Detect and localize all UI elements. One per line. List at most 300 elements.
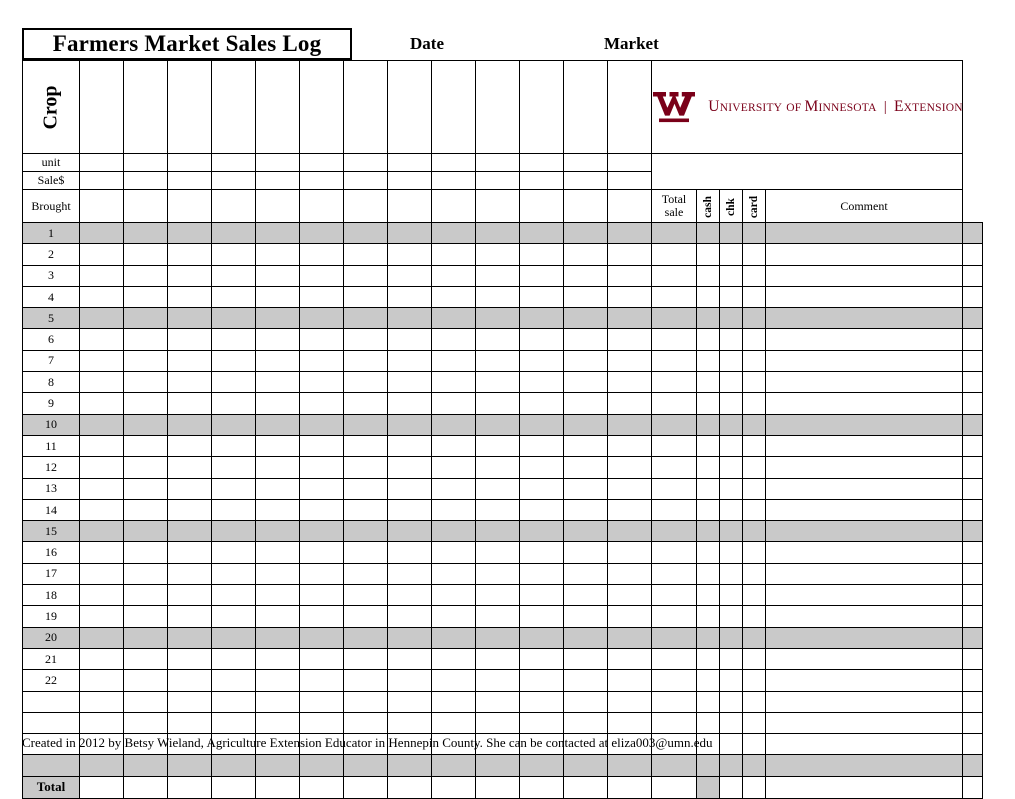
total-card-cell[interactable]	[766, 776, 963, 798]
crop-sale-cell[interactable]	[168, 499, 212, 520]
unit-entry-cell[interactable]	[564, 154, 608, 172]
crop-sale-cell[interactable]	[80, 670, 124, 691]
crop-sale-cell[interactable]	[212, 372, 256, 393]
crop-sale-cell[interactable]	[564, 712, 608, 733]
crop-sale-cell[interactable]	[564, 542, 608, 563]
brought-entry-cell[interactable]	[256, 190, 300, 223]
crop-sale-cell[interactable]	[476, 606, 520, 627]
crop-sale-cell[interactable]	[564, 521, 608, 542]
crop-sale-cell[interactable]	[432, 329, 476, 350]
crop-sale-cell[interactable]	[80, 457, 124, 478]
comment-cell[interactable]	[963, 244, 983, 265]
cash-cell[interactable]	[720, 435, 743, 456]
chk-cell[interactable]	[743, 435, 766, 456]
crop-sale-cell[interactable]	[564, 563, 608, 584]
sale-entry-cell[interactable]	[520, 172, 564, 190]
crop-sale-cell[interactable]	[212, 435, 256, 456]
crop-sale-cell[interactable]	[256, 286, 300, 307]
crop-sale-cell[interactable]	[80, 606, 124, 627]
crop-sale-cell[interactable]	[652, 393, 697, 414]
crop-sale-cell[interactable]	[168, 670, 212, 691]
crop-sale-cell[interactable]	[432, 308, 476, 329]
crop-sale-cell[interactable]	[388, 563, 432, 584]
crop-entry-cell[interactable]	[80, 61, 124, 154]
crop-sale-cell[interactable]	[520, 585, 564, 606]
crop-sale-cell[interactable]	[80, 265, 124, 286]
crop-sale-cell[interactable]	[520, 244, 564, 265]
sale-entry-cell[interactable]	[476, 172, 520, 190]
cash-cell[interactable]	[720, 350, 743, 371]
chk-cell[interactable]	[743, 286, 766, 307]
crop-sale-cell[interactable]	[344, 585, 388, 606]
total-sale-cell[interactable]	[697, 712, 720, 733]
crop-sale-cell[interactable]	[80, 712, 124, 733]
unit-entry-cell[interactable]	[476, 154, 520, 172]
total-sale-cell[interactable]	[697, 691, 720, 712]
crop-sale-cell[interactable]	[520, 648, 564, 669]
crop-sale-cell[interactable]	[608, 648, 652, 669]
crop-sale-cell[interactable]	[608, 563, 652, 584]
comment-cell[interactable]	[963, 648, 983, 669]
crop-sale-cell[interactable]	[520, 393, 564, 414]
crop-sale-cell[interactable]	[344, 499, 388, 520]
crop-sale-cell[interactable]	[476, 265, 520, 286]
comment-cell[interactable]	[963, 499, 983, 520]
crop-sale-cell[interactable]	[520, 670, 564, 691]
crop-sale-cell[interactable]	[168, 350, 212, 371]
brought-entry-cell[interactable]	[564, 190, 608, 223]
crop-sale-cell[interactable]	[520, 414, 564, 435]
crop-sale-cell[interactable]	[344, 223, 388, 244]
crop-sale-cell[interactable]	[608, 499, 652, 520]
cash-cell[interactable]	[720, 329, 743, 350]
crop-sale-cell[interactable]	[300, 393, 344, 414]
crop-sale-cell[interactable]	[80, 244, 124, 265]
crop-sale-cell[interactable]	[564, 478, 608, 499]
crop-sale-cell[interactable]	[432, 478, 476, 499]
crop-sale-cell[interactable]	[256, 499, 300, 520]
total-sale-cell[interactable]	[697, 414, 720, 435]
crop-sale-cell[interactable]	[300, 286, 344, 307]
crop-sale-cell[interactable]	[388, 499, 432, 520]
card-cell[interactable]	[766, 670, 963, 691]
crop-sale-cell[interactable]	[432, 712, 476, 733]
comment-cell[interactable]	[963, 563, 983, 584]
crop-sale-cell[interactable]	[652, 414, 697, 435]
crop-sale-cell[interactable]	[432, 670, 476, 691]
crop-sale-cell[interactable]	[168, 542, 212, 563]
comment-cell[interactable]	[963, 755, 983, 776]
crop-sale-cell[interactable]	[168, 435, 212, 456]
crop-sale-cell[interactable]	[432, 606, 476, 627]
crop-sale-cell[interactable]	[300, 755, 344, 776]
crop-sale-cell[interactable]	[168, 712, 212, 733]
crop-sale-cell[interactable]	[124, 265, 168, 286]
crop-sale-cell[interactable]	[80, 350, 124, 371]
card-cell[interactable]	[766, 627, 963, 648]
crop-sale-cell[interactable]	[80, 585, 124, 606]
sale-entry-cell[interactable]	[212, 172, 256, 190]
crop-sale-cell[interactable]	[432, 755, 476, 776]
crop-sale-cell[interactable]	[124, 308, 168, 329]
crop-sale-cell[interactable]	[608, 521, 652, 542]
crop-sale-cell[interactable]	[652, 627, 697, 648]
crop-sale-cell[interactable]	[564, 457, 608, 478]
crop-sale-cell[interactable]	[300, 606, 344, 627]
crop-sale-cell[interactable]	[476, 329, 520, 350]
comment-cell[interactable]	[963, 542, 983, 563]
crop-sale-cell[interactable]	[564, 691, 608, 712]
cash-cell[interactable]	[720, 372, 743, 393]
total-crop-cell[interactable]	[256, 776, 300, 798]
crop-sale-cell[interactable]	[300, 585, 344, 606]
crop-sale-cell[interactable]	[212, 712, 256, 733]
crop-sale-cell[interactable]	[344, 393, 388, 414]
crop-sale-cell[interactable]	[608, 670, 652, 691]
card-cell[interactable]	[766, 223, 963, 244]
crop-sale-cell[interactable]	[256, 414, 300, 435]
chk-cell[interactable]	[743, 670, 766, 691]
card-cell[interactable]	[766, 734, 963, 755]
total-crop-cell[interactable]	[300, 776, 344, 798]
sale-entry-cell[interactable]	[80, 172, 124, 190]
crop-sale-cell[interactable]	[124, 286, 168, 307]
crop-sale-cell[interactable]	[652, 542, 697, 563]
unit-entry-cell[interactable]	[168, 154, 212, 172]
crop-sale-cell[interactable]	[520, 542, 564, 563]
crop-sale-cell[interactable]	[300, 521, 344, 542]
total-sale-cell[interactable]	[697, 670, 720, 691]
crop-sale-cell[interactable]	[124, 435, 168, 456]
crop-entry-cell[interactable]	[432, 61, 476, 154]
crop-entry-cell[interactable]	[256, 61, 300, 154]
crop-sale-cell[interactable]	[652, 329, 697, 350]
crop-sale-cell[interactable]	[124, 372, 168, 393]
crop-sale-cell[interactable]	[520, 350, 564, 371]
total-sale-cell[interactable]	[697, 435, 720, 456]
crop-sale-cell[interactable]	[476, 414, 520, 435]
total-sale-cell[interactable]	[697, 563, 720, 584]
crop-sale-cell[interactable]	[344, 691, 388, 712]
cash-cell[interactable]	[720, 627, 743, 648]
crop-sale-cell[interactable]	[520, 286, 564, 307]
crop-sale-cell[interactable]	[564, 499, 608, 520]
crop-sale-cell[interactable]	[344, 308, 388, 329]
crop-sale-cell[interactable]	[652, 499, 697, 520]
crop-sale-cell[interactable]	[344, 563, 388, 584]
crop-sale-cell[interactable]	[168, 755, 212, 776]
total-sale-cell[interactable]	[697, 478, 720, 499]
crop-sale-cell[interactable]	[652, 244, 697, 265]
cash-cell[interactable]	[720, 414, 743, 435]
total-crop-cell[interactable]	[168, 776, 212, 798]
unit-entry-cell[interactable]	[608, 154, 652, 172]
crop-sale-cell[interactable]	[300, 691, 344, 712]
crop-entry-cell[interactable]	[168, 61, 212, 154]
crop-sale-cell[interactable]	[652, 457, 697, 478]
crop-sale-cell[interactable]	[520, 478, 564, 499]
crop-sale-cell[interactable]	[432, 244, 476, 265]
chk-cell[interactable]	[743, 308, 766, 329]
crop-sale-cell[interactable]	[300, 478, 344, 499]
unit-entry-cell[interactable]	[80, 154, 124, 172]
crop-sale-cell[interactable]	[256, 478, 300, 499]
crop-sale-cell[interactable]	[432, 648, 476, 669]
sale-entry-cell[interactable]	[608, 172, 652, 190]
crop-sale-cell[interactable]	[652, 372, 697, 393]
crop-sale-cell[interactable]	[80, 435, 124, 456]
crop-sale-cell[interactable]	[212, 414, 256, 435]
crop-sale-cell[interactable]	[388, 606, 432, 627]
chk-cell[interactable]	[743, 521, 766, 542]
crop-sale-cell[interactable]	[80, 372, 124, 393]
crop-sale-cell[interactable]	[212, 393, 256, 414]
crop-sale-cell[interactable]	[564, 414, 608, 435]
cash-cell[interactable]	[720, 606, 743, 627]
crop-sale-cell[interactable]	[80, 755, 124, 776]
crop-sale-cell[interactable]	[300, 414, 344, 435]
card-cell[interactable]	[766, 712, 963, 733]
total-crop-cell[interactable]	[608, 776, 652, 798]
crop-sale-cell[interactable]	[256, 691, 300, 712]
crop-sale-cell[interactable]	[212, 350, 256, 371]
sale-entry-cell[interactable]	[432, 172, 476, 190]
crop-sale-cell[interactable]	[168, 521, 212, 542]
crop-sale-cell[interactable]	[344, 542, 388, 563]
crop-entry-cell[interactable]	[344, 61, 388, 154]
grand-total-cell[interactable]	[697, 776, 720, 798]
crop-sale-cell[interactable]	[432, 521, 476, 542]
crop-sale-cell[interactable]	[608, 244, 652, 265]
card-cell[interactable]	[766, 265, 963, 286]
crop-sale-cell[interactable]	[124, 521, 168, 542]
total-sale-cell[interactable]	[697, 585, 720, 606]
crop-sale-cell[interactable]	[256, 372, 300, 393]
crop-sale-cell[interactable]	[168, 478, 212, 499]
crop-entry-cell[interactable]	[124, 61, 168, 154]
crop-sale-cell[interactable]	[256, 244, 300, 265]
crop-sale-cell[interactable]	[80, 286, 124, 307]
sale-entry-cell[interactable]	[168, 172, 212, 190]
sale-entry-cell[interactable]	[300, 172, 344, 190]
cash-cell[interactable]	[720, 670, 743, 691]
crop-sale-cell[interactable]	[564, 670, 608, 691]
total-sale-cell[interactable]	[697, 286, 720, 307]
crop-sale-cell[interactable]	[300, 648, 344, 669]
crop-sale-cell[interactable]	[564, 308, 608, 329]
crop-sale-cell[interactable]	[564, 627, 608, 648]
crop-sale-cell[interactable]	[256, 393, 300, 414]
crop-sale-cell[interactable]	[344, 606, 388, 627]
chk-cell[interactable]	[743, 244, 766, 265]
crop-sale-cell[interactable]	[80, 223, 124, 244]
crop-sale-cell[interactable]	[564, 585, 608, 606]
card-cell[interactable]	[766, 435, 963, 456]
crop-sale-cell[interactable]	[212, 648, 256, 669]
crop-sale-cell[interactable]	[300, 372, 344, 393]
crop-sale-cell[interactable]	[124, 329, 168, 350]
crop-sale-cell[interactable]	[80, 648, 124, 669]
total-sale-cell[interactable]	[697, 350, 720, 371]
crop-sale-cell[interactable]	[212, 329, 256, 350]
crop-sale-cell[interactable]	[608, 329, 652, 350]
crop-sale-cell[interactable]	[608, 585, 652, 606]
crop-sale-cell[interactable]	[168, 585, 212, 606]
crop-sale-cell[interactable]	[388, 585, 432, 606]
crop-sale-cell[interactable]	[564, 286, 608, 307]
crop-sale-cell[interactable]	[124, 712, 168, 733]
total-comment-cell[interactable]	[963, 776, 983, 798]
crop-sale-cell[interactable]	[608, 478, 652, 499]
crop-sale-cell[interactable]	[168, 606, 212, 627]
total-sale-cell[interactable]	[697, 372, 720, 393]
crop-sale-cell[interactable]	[432, 542, 476, 563]
crop-sale-cell[interactable]	[432, 223, 476, 244]
chk-cell[interactable]	[743, 755, 766, 776]
crop-sale-cell[interactable]	[80, 542, 124, 563]
crop-sale-cell[interactable]	[300, 542, 344, 563]
unit-entry-cell[interactable]	[520, 154, 564, 172]
comment-cell[interactable]	[963, 435, 983, 456]
crop-sale-cell[interactable]	[476, 286, 520, 307]
crop-sale-cell[interactable]	[388, 478, 432, 499]
brought-entry-cell[interactable]	[300, 190, 344, 223]
total-sale-cell[interactable]	[697, 521, 720, 542]
cash-cell[interactable]	[720, 691, 743, 712]
crop-sale-cell[interactable]	[344, 478, 388, 499]
brought-entry-cell[interactable]	[212, 190, 256, 223]
chk-cell[interactable]	[743, 265, 766, 286]
comment-cell[interactable]	[963, 308, 983, 329]
crop-entry-cell[interactable]	[608, 61, 652, 154]
crop-entry-cell[interactable]	[388, 61, 432, 154]
sale-entry-cell[interactable]	[344, 172, 388, 190]
total-sale-cell[interactable]	[697, 308, 720, 329]
crop-sale-cell[interactable]	[608, 712, 652, 733]
unit-entry-cell[interactable]	[432, 154, 476, 172]
crop-sale-cell[interactable]	[520, 563, 564, 584]
crop-sale-cell[interactable]	[476, 223, 520, 244]
crop-sale-cell[interactable]	[124, 350, 168, 371]
brought-entry-cell[interactable]	[520, 190, 564, 223]
crop-sale-cell[interactable]	[608, 606, 652, 627]
crop-sale-cell[interactable]	[344, 244, 388, 265]
crop-sale-cell[interactable]	[388, 372, 432, 393]
crop-sale-cell[interactable]	[608, 542, 652, 563]
crop-sale-cell[interactable]	[212, 265, 256, 286]
crop-sale-cell[interactable]	[652, 691, 697, 712]
cash-cell[interactable]	[720, 393, 743, 414]
card-cell[interactable]	[766, 606, 963, 627]
chk-cell[interactable]	[743, 329, 766, 350]
crop-sale-cell[interactable]	[300, 223, 344, 244]
total-sale-cell[interactable]	[697, 627, 720, 648]
crop-sale-cell[interactable]	[212, 542, 256, 563]
cash-cell[interactable]	[720, 478, 743, 499]
crop-sale-cell[interactable]	[212, 223, 256, 244]
total-sale-cell[interactable]	[697, 606, 720, 627]
total-sale-cell[interactable]	[697, 223, 720, 244]
comment-cell[interactable]	[963, 372, 983, 393]
crop-sale-cell[interactable]	[520, 499, 564, 520]
crop-sale-cell[interactable]	[256, 606, 300, 627]
total-sale-cell[interactable]	[697, 542, 720, 563]
crop-sale-cell[interactable]	[256, 223, 300, 244]
crop-sale-cell[interactable]	[564, 393, 608, 414]
crop-sale-cell[interactable]	[388, 393, 432, 414]
card-cell[interactable]	[766, 648, 963, 669]
comment-cell[interactable]	[963, 457, 983, 478]
crop-sale-cell[interactable]	[476, 435, 520, 456]
cash-cell[interactable]	[720, 223, 743, 244]
crop-sale-cell[interactable]	[520, 435, 564, 456]
crop-sale-cell[interactable]	[652, 308, 697, 329]
crop-sale-cell[interactable]	[520, 521, 564, 542]
crop-sale-cell[interactable]	[256, 542, 300, 563]
crop-sale-cell[interactable]	[344, 712, 388, 733]
crop-sale-cell[interactable]	[212, 499, 256, 520]
crop-sale-cell[interactable]	[212, 563, 256, 584]
unit-entry-cell[interactable]	[124, 154, 168, 172]
crop-sale-cell[interactable]	[256, 350, 300, 371]
brought-entry-cell[interactable]	[388, 190, 432, 223]
crop-sale-cell[interactable]	[300, 627, 344, 648]
crop-sale-cell[interactable]	[344, 521, 388, 542]
cash-cell[interactable]	[720, 585, 743, 606]
crop-sale-cell[interactable]	[476, 755, 520, 776]
crop-sale-cell[interactable]	[124, 755, 168, 776]
crop-sale-cell[interactable]	[608, 627, 652, 648]
crop-sale-cell[interactable]	[212, 755, 256, 776]
crop-sale-cell[interactable]	[388, 457, 432, 478]
crop-sale-cell[interactable]	[652, 606, 697, 627]
crop-entry-cell[interactable]	[300, 61, 344, 154]
chk-cell[interactable]	[743, 585, 766, 606]
total-sale-cell[interactable]	[697, 244, 720, 265]
crop-sale-cell[interactable]	[564, 265, 608, 286]
crop-sale-cell[interactable]	[212, 308, 256, 329]
cash-cell[interactable]	[720, 286, 743, 307]
card-cell[interactable]	[766, 478, 963, 499]
card-cell[interactable]	[766, 542, 963, 563]
card-cell[interactable]	[766, 457, 963, 478]
crop-sale-cell[interactable]	[652, 521, 697, 542]
total-sale-cell[interactable]	[697, 457, 720, 478]
cash-cell[interactable]	[720, 542, 743, 563]
chk-cell[interactable]	[743, 734, 766, 755]
crop-sale-cell[interactable]	[124, 244, 168, 265]
crop-sale-cell[interactable]	[476, 521, 520, 542]
crop-sale-cell[interactable]	[300, 244, 344, 265]
crop-sale-cell[interactable]	[344, 627, 388, 648]
unit-entry-cell[interactable]	[388, 154, 432, 172]
crop-sale-cell[interactable]	[388, 435, 432, 456]
crop-sale-cell[interactable]	[520, 755, 564, 776]
crop-sale-cell[interactable]	[168, 286, 212, 307]
crop-sale-cell[interactable]	[564, 755, 608, 776]
crop-sale-cell[interactable]	[608, 414, 652, 435]
crop-sale-cell[interactable]	[476, 393, 520, 414]
comment-cell[interactable]	[963, 393, 983, 414]
chk-cell[interactable]	[743, 542, 766, 563]
crop-sale-cell[interactable]	[168, 308, 212, 329]
comment-cell[interactable]	[963, 329, 983, 350]
crop-sale-cell[interactable]	[300, 265, 344, 286]
crop-sale-cell[interactable]	[432, 372, 476, 393]
crop-entry-cell[interactable]	[564, 61, 608, 154]
total-cash-cell[interactable]	[720, 776, 743, 798]
crop-sale-cell[interactable]	[432, 265, 476, 286]
